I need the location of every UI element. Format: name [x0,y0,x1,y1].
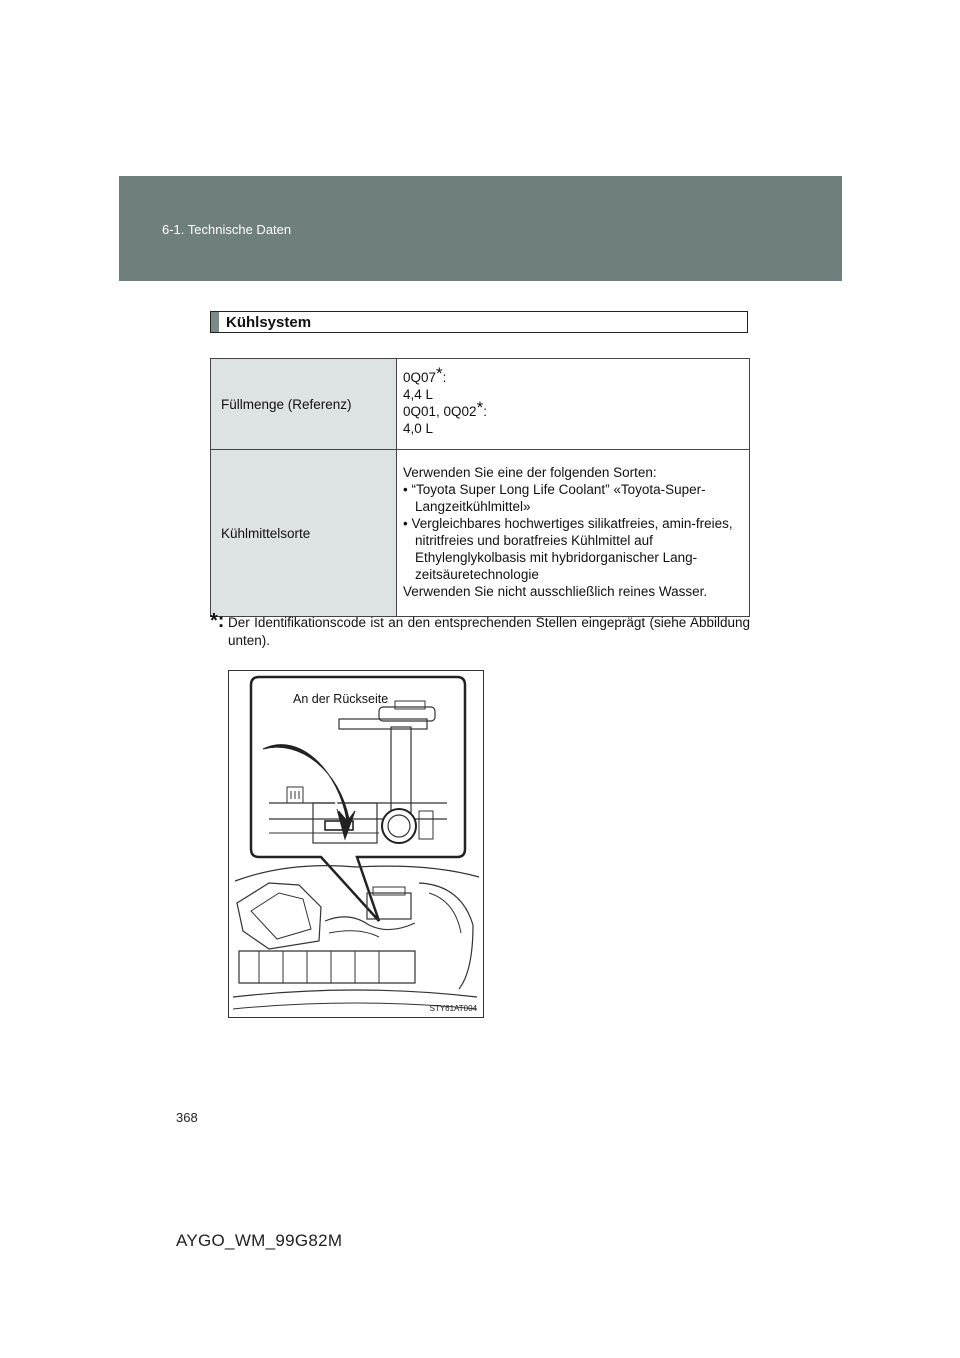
row-value [397,450,750,617]
spec-table [210,358,750,617]
table-row [211,359,750,450]
value-line: 4,4 L [403,387,434,402]
row-key: Kühlmittelsorte [211,450,397,617]
footnote-mark: *: [210,610,225,632]
section-title: Kühlsystem [226,314,312,331]
chapter-header [119,176,842,281]
footnote-text: Der Identifikationscode ist an den entsprechenden Stellen eingeprägt (siehe Abbildung unten). [228,615,750,648]
footnote [210,610,750,650]
value-line: 0Q07*: [403,363,447,385]
table-row [211,450,750,617]
row-value [397,359,750,450]
callout-label: An der Rückseite [293,692,389,706]
bullet-item: • “Toyota Super Long Life Coolant” «Toyota-Super-Langzeitkühlmittel» [403,482,706,514]
engine-illustration [229,671,485,1019]
value-line: 0Q01, 0Q02*: [403,397,487,419]
figure-code: STY61AT004 [429,1004,477,1013]
bullet-item: • Vergleichbares hochwertiges silikatfreies, amin-freies, nitritfreies und boratfreies Kühlmittel auf Ethylenglykolbasis mit hybridorganischer Lang-zeitsäuretechnologie [403,516,733,582]
value-intro: Verwenden Sie eine der folgenden Sorten: [403,465,657,480]
engine-figure [228,670,484,1018]
value-line: 4,0 L [403,421,434,436]
document-code: AYGO_WM_99G82M [176,1231,343,1250]
row-key: Füllmenge (Referenz) [211,359,397,450]
section-breadcrumb: 6-1. Technische Daten [162,222,292,237]
page-number: 368 [176,1110,198,1125]
value-outro: Verwenden Sie nicht ausschließlich reines Wasser. [403,584,708,599]
section-title-accent [211,312,219,332]
section-title-box [210,311,748,333]
